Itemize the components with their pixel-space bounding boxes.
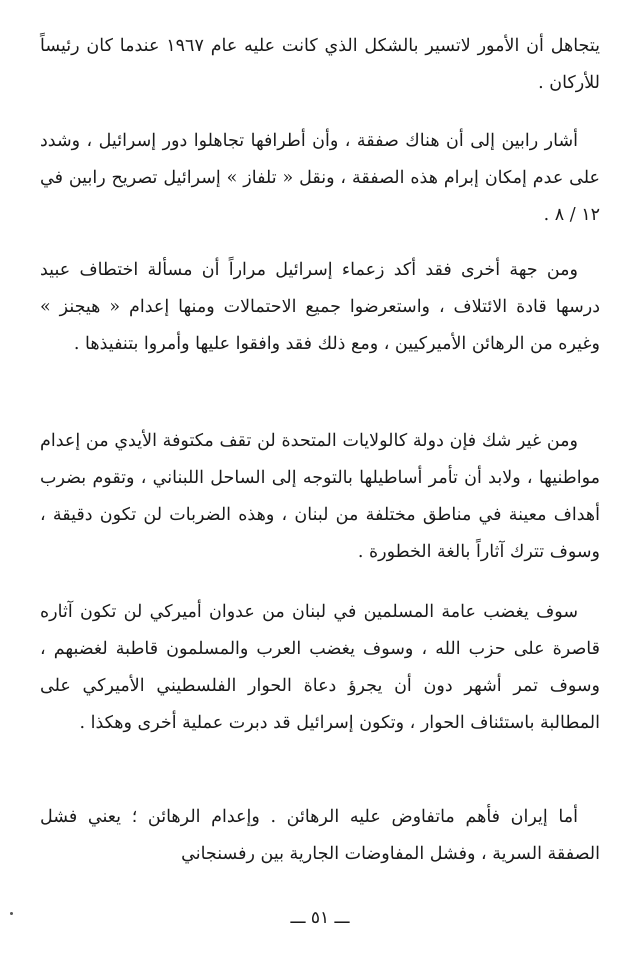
document-page [40,28,600,958]
page-number: ـــ ٥١ ـــ [290,908,350,928]
scan-speck [10,912,13,915]
paragraph-3: ومن جهة أخرى فقد أكد زعماء إسرائيل مراراً أن مسألة اختطاف عبيد درسها قادة الائتلاف ، واستعرضوا جميع الاحتمالات ومنها إعدام « هيجنز » وغيره من الرهائن الأميركيين ، ومع ذلك فقد وافقوا عليها وأمروا بتنفيذها . [40,260,600,354]
paragraph-4: ومن غير شك فإن دولة كالولايات المتحدة لن تقف مكتوفة الأيدي من إعدام مواطنيها ، ولابد أن تأمر أساطيلها بالتوجه إلى الساحل اللبناني ، وتقوم بضرب أهداف معينة في مناطق مختلفة من لبنان ، وهذه الضربات لن تكون دقيقة ، وسوف تترك آثاراً بالغة الخطورة . [40,431,600,562]
paragraph-2: أشار رابين إلى أن هناك صفقة ، وأن أطرافها تجاهلوا دور إسرائيل ، وشدد على عدم إمكان إبرام هذه الصفقة ، ونقل « تلفاز » إسرائيل تصريح رابين في ١٢ / ٨ . [40,131,600,225]
paragraph-6: أما إيران فأهم ماتفاوض عليه الرهائن . وإعدام الرهائن ؛ يعني فشل الصفقة السرية ، وفشل المفاوضات الجارية بين رفسنجاني [40,807,600,864]
paragraph-5: سوف يغضب عامة المسلمين في لبنان من عدوان أميركي لن تكون آثاره قاصرة على حزب الله ، وسوف يغضب العرب والمسلمون قاطبة لغضبهم ، وسوف تمر أشهر دون أن يجرؤ دعاة الحوار الفلسطيني الأميركي على المطالبة باستئناف الحوار ، وتكون إسرائيل قد دبرت عملية أخرى وهكذا . [40,602,600,733]
paragraph-1: يتجاهل أن الأمور لاتسير بالشكل الذي كانت عليه عام ١٩٦٧ عندما كان رئيساً للأركان . [40,36,600,93]
